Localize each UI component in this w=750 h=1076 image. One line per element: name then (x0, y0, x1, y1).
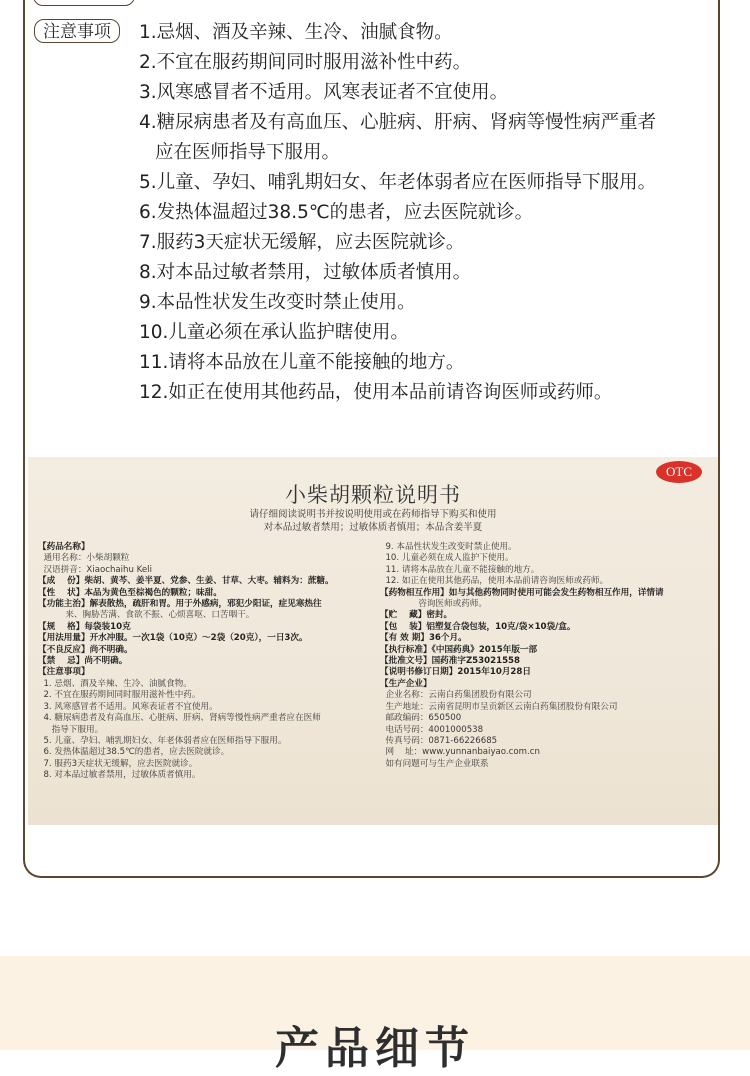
leaflet-line: 4. 糖尿病患者及有高血压、心脏病、肝病、肾病等慢性病严重者应在医师 (38, 713, 321, 724)
leaflet-line: 传真号码：0871-66226685 (380, 735, 498, 746)
leaflet-line: 【规 格】每袋装10克 (38, 621, 131, 632)
note-item: 6.发热体温超过38.5℃的患者，应去医院就诊。 (139, 202, 534, 223)
leaflet-line: 【不良反应】尚不明确。 (38, 644, 133, 655)
leaflet-line: 6. 发热体温超过38.5℃的患者，应去医院就诊。 (38, 747, 230, 758)
leaflet-line: 企业名称：云南白药集团股份有限公司 (380, 690, 532, 701)
notes-tag: 注意事项 (34, 19, 120, 43)
note-item: 4.糖尿病患者及有高血压、心脏病、肝病、肾病等慢性病严重者 (139, 112, 657, 133)
note-item: 12.如正在使用其他药品，使用本品前请咨询医师或药师。 (139, 382, 613, 403)
leaflet-line: 7. 服药3天症状无缓解，应去医院就诊。 (38, 758, 198, 769)
leaflet-line: 1. 忌烟、酒及辛辣、生冷、油腻食物。 (38, 678, 192, 689)
leaflet-line: 【注意事项】 (38, 667, 90, 678)
leaflet-right-column (380, 542, 710, 770)
note-item-continuation: 应在医师指导下服用。 (155, 142, 341, 163)
leaflet-line: 如有问题可与生产企业联系 (380, 758, 489, 769)
leaflet-line: 咨询医师或药师。 (380, 599, 487, 610)
leaflet-line: 生产地址：云南省昆明市呈贡新区云南白药集团股份有限公司 (380, 701, 618, 712)
leaflet-line: 2. 不宜在服药期间同时服用滋补性中药。 (38, 690, 201, 701)
note-item: 5.儿童、孕妇、哺乳期妇女、年老体弱者应在医师指导下服用。 (139, 172, 657, 193)
leaflet-line: 汉语拼音：Xiaochaihu Keli (38, 564, 152, 575)
leaflet-line: 8. 对本品过敏者禁用，过敏体质者慎用。 (38, 770, 201, 781)
leaflet-title: 小柴胡颗粒说明书 (285, 483, 461, 507)
leaflet-line: 【说明书修订日期】2015年10月28日 (380, 667, 531, 678)
leaflet-line: 【药品名称】 (38, 542, 90, 552)
leaflet-line: 指导下服用。 (38, 724, 104, 735)
leaflet-left-column (38, 542, 378, 782)
note-item: 7.服药3天症状无缓解，应去医院就诊。 (139, 232, 465, 253)
note-item: 2.不宜在服药期间同时服用滋补性中药。 (139, 52, 472, 73)
leaflet-line: 【药物相互作用】如与其他药物同时使用可能会发生药物相互作用，详情请 (380, 587, 664, 598)
leaflet-line: 9. 本品性状发生改变时禁止使用。 (380, 542, 517, 552)
otc-badge: OTC (656, 461, 702, 483)
top-tab-fragment (33, 0, 135, 6)
leaflet-line: 【贮 藏】密封。 (380, 610, 453, 621)
leaflet-line: 【功能主治】解表散热，疏肝和胃。用于外感病，邪犯少阳证，症见寒热往 (38, 599, 322, 610)
note-item: 10.儿童必须在承认监护瞎使用。 (139, 322, 409, 343)
leaflet-photo (28, 457, 718, 825)
leaflet-line: 【生产企业】 (380, 678, 432, 689)
leaflet-line: 12. 如正在使用其他药品，使用本品前请咨询医师或药师。 (380, 576, 609, 587)
leaflet-line: 通用名称：小柴胡颗粒 (38, 553, 130, 564)
note-item: 11.请将本品放在儿童不能接触的地方。 (139, 352, 465, 373)
leaflet-line: 5. 儿童、孕妇、哺乳期妇女、年老体弱者应在医师指导下服用。 (38, 735, 287, 746)
leaflet-line: 3. 风寒感冒者不适用。风寒表证者不宜使用。 (38, 701, 218, 712)
leaflet-line: 【用法用量】开水冲服。一次1袋（10克）～2袋（20克），一日3次。 (38, 633, 308, 644)
leaflet-subtitle: 请仔细阅读说明书并按说明使用或在药师指导下购买和使用 (249, 509, 497, 520)
leaflet-line: 邮政编码：650500 (380, 713, 462, 724)
note-item: 3.风寒感冒者不适用。风寒表证者不宜使用。 (139, 82, 509, 103)
leaflet-line: 【性 状】本品为黄色至棕褐色的颗粒；味甜。 (38, 587, 222, 598)
notes-list (139, 18, 714, 408)
note-item: 1.忌烟、酒及辛辣、生冷、油腻食物。 (139, 22, 453, 43)
leaflet-subtitle: 对本品过敏者禁用；过敏体质者慎用；本品含姜半夏 (263, 522, 483, 533)
leaflet-line: 【批准文号】国药准字Z53021558 (380, 656, 521, 667)
leaflet-line: 10. 儿童必须在成人监护下使用。 (380, 553, 514, 564)
leaflet-line: 11. 请将本品放在儿童不能接触的地方。 (380, 564, 540, 575)
leaflet-line: 【执行标准】《中国药典》2015年版一部 (380, 644, 538, 655)
leaflet-line: 电话号码：4001000538 (380, 724, 484, 735)
note-item: 9.本品性状发生改变时禁止使用。 (139, 292, 416, 313)
leaflet-line: 【成 份】柴胡、黄芩、姜半夏、党参、生姜、甘草、大枣。辅料为：蔗糖。 (38, 576, 334, 587)
section-title: 产品细节 (275, 1023, 475, 1074)
leaflet-line: 【包 装】铝塑复合袋包装，10克/袋×10袋/盒。 (380, 621, 576, 632)
leaflet-line: 网 址：www.yunnanbaiyao.com.cn (380, 747, 540, 758)
leaflet-line: 【禁 忌】尚不明确。 (38, 656, 128, 667)
leaflet-line: 【有 效 期】36个月。 (380, 633, 467, 644)
note-item: 8.对本品过敏者禁用，过敏体质者慎用。 (139, 262, 472, 283)
leaflet-line: 来、胸胁苦满、食欲不振、心烦喜呕、口苦咽干。 (38, 610, 255, 621)
